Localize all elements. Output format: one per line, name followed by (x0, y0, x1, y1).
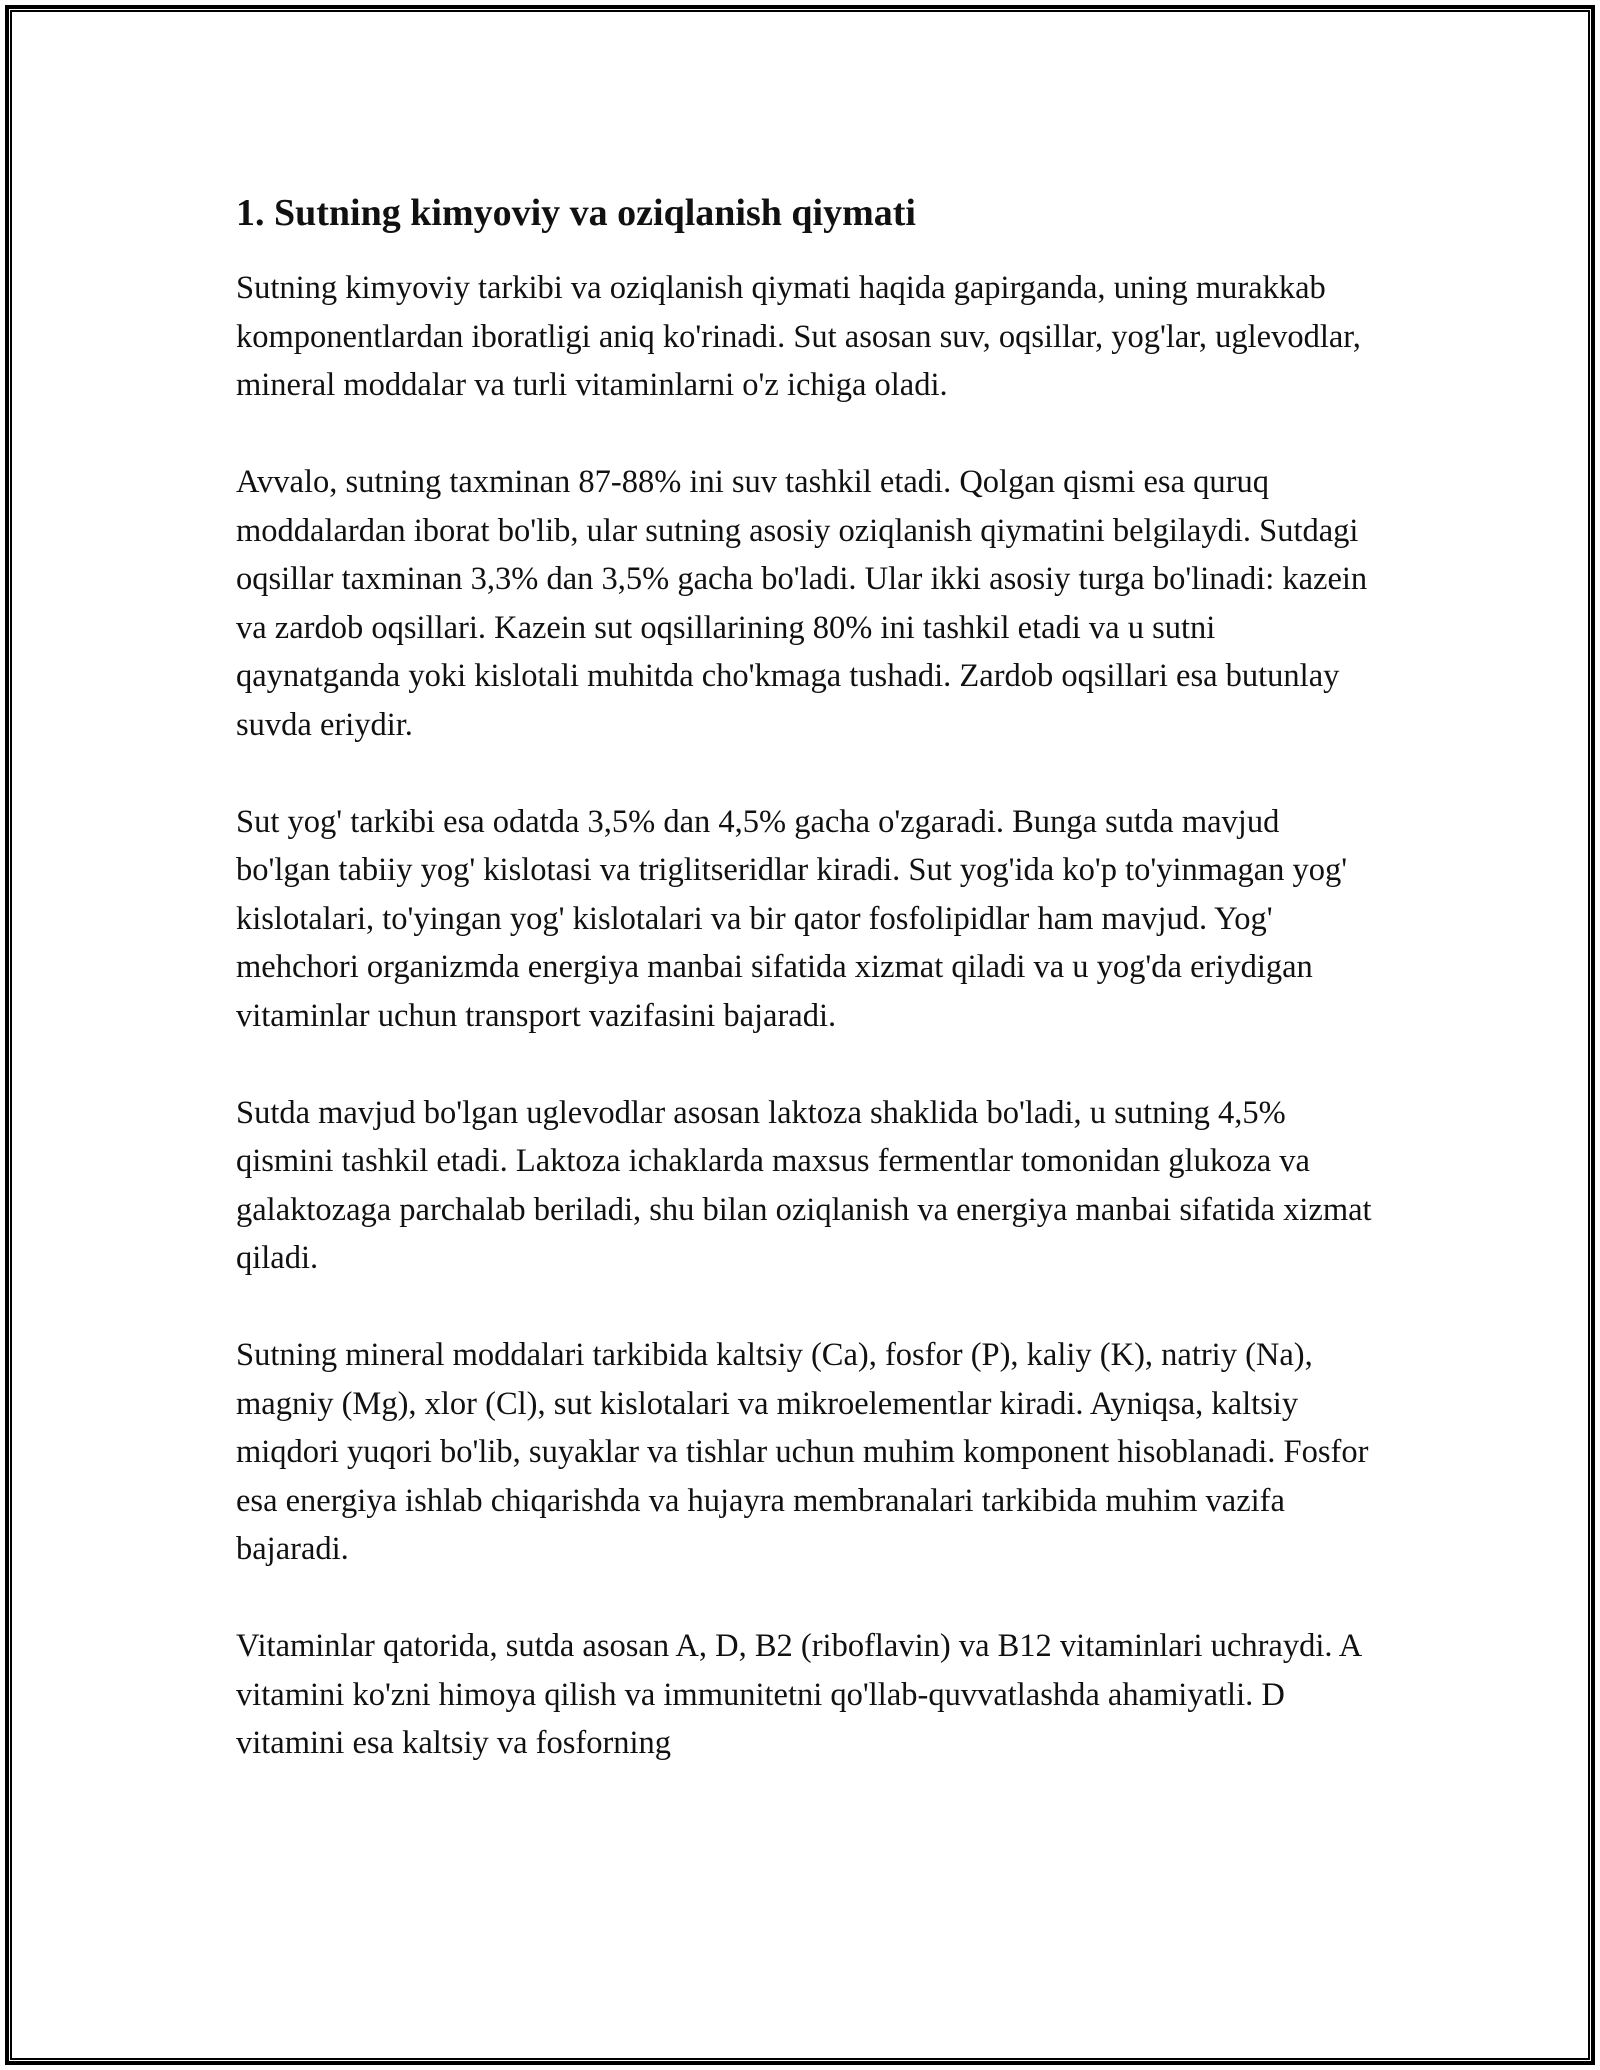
paragraph-intro: Sutning kimyoviy tarkibi va oziqlanish qiymati haqida gapirganda, uning murakkab komponentlardan iboratligi aniq ko'rinadi. Sut asosan suv, oqsillar, yog'lar, uglevodlar, mineral moddalar va turli vitaminlarni o'z ichiga oladi. (236, 270, 1361, 403)
paragraph-vitamins: Vitaminlar qatorida, sutda asosan A, D, B2 (riboflavin) va B12 vitaminlari uchraydi. A vitamini ko'zni himoya qilish va immunitetni qo'llab-quvvatlashda ahamiyatli. D vitamini esa kaltsiy va fosforning (236, 1628, 1361, 1761)
paragraph-fats: Sut yog' tarkibi esa odatda 3,5% dan 4,5% gacha o'zgaradi. Bunga sutda mavjud bo'lgan tabiiy yog' kislotasi va triglitseridlar kiradi. Sut yog'ida ko'p to'yinmagan yog' kislotalari, to'yingan yog' kislotalari va bir qator fosfolipidlar ham mavjud. Yog' mehchori organizmda energiya manbai sifatida xizmat qiladi va u yog'da eriydigan vitaminlar uchun transport vazifasini bajaradi. (236, 803, 1348, 1034)
document-body (236, 188, 1376, 1768)
paragraph-water-proteins: Avvalo, sutning taxminan 87-88% ini suv tashkil etadi. Qolgan qismi esa quruq moddalardan iborat bo'lib, ular sutning asosiy oziqlanish qiymatini belgilaydi. Sutdagi oqsillar taxminan 3,3% dan 3,5% gacha bo'ladi. Ular ikki asosiy turga bo'linadi: kazein va zardob oqsillari. Kazein sut oqsillarining 80% ini tashkil etadi va u sutni qaynatganda yoki kislotali muhitda cho'kmaga tushadi. Zardob oqsillari esa butunlay suvda eriydir. (236, 464, 1368, 743)
paragraph-minerals: Sutning mineral moddalari tarkibida kaltsiy (Ca), fosfor (P), kaliy (K), natriy (Na), magniy (Mg), xlor (Cl), sut kislotalari va mikroelementlar kiradi. Ayniqsa, kaltsiy miqdori yuqori bo'lib, suyaklar va tishlar uchun muhim komponent hisoblanadi. Fosfor esa energiya ishlab chiqarishda va hujayra membranalari tarkibida muhim vazifa bajaradi. (236, 1337, 1369, 1567)
paragraph-carbohydrates: Sutda mavjud bo'lgan uglevodlar asosan laktoza shaklida bo'ladi, u sutning 4,5% qismini tashkil etadi. Laktoza ichaklarda maxsus fermentlar tomonidan glukoza va galaktozaga parchalab beriladi, shu bilan oziqlanish va energiya manbai sifatida xizmat qiladi. (236, 1094, 1372, 1276)
section-heading: 1. Sutning kimyoviy va oziqlanish qiymati (236, 192, 916, 234)
